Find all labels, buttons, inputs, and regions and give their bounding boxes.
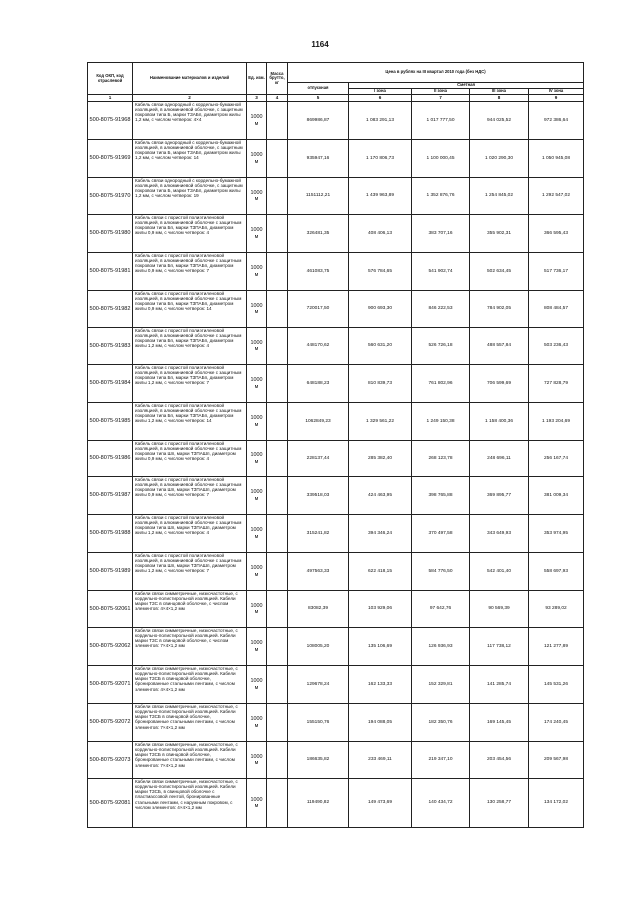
zone-4-price-cell: 1 193 204,69 [529,403,584,441]
unit-cell: 1000 м [247,291,267,328]
release-price-cell: 461083,75 [288,253,349,291]
zone-4-price-cell: 381 009,34 [529,477,584,515]
header-name: Наименование материалов и изделий [133,63,247,95]
column-number: 5 [288,95,349,102]
zone-3-price-cell: 502 634,45 [470,253,529,291]
code-cell: 500-8075-91968 [88,102,133,140]
mass-cell [267,742,288,779]
item-description: Кабель связи с пористой полиэтиленовой изоляцией, в алюминиевой оболочке с защитным покровом типа Бп, марки ТЗПАБп, диаметром жилы 1,2 мм, с числом четверок: 4 [135,328,242,349]
release-price-cell: 315241,82 [288,515,349,553]
table-row [88,591,584,628]
unit-cell: 1000 м [247,178,267,215]
item-description: Кабель связи с пористой полиэтиленовой изоляцией, в алюминиевой оболочке с защитным покровом типа Шп, марки ТЗПАШп, диаметром жилы 1,2 мм, с числом четверок: 7 [135,553,242,574]
zone-4-price-cell: 558 697,93 [529,553,584,591]
zone-1-price-cell: 149 473,69 [349,779,412,828]
table-row [88,704,584,742]
release-price-cell: 1151112,21 [288,178,349,215]
price-table [87,62,584,828]
name-cell [133,704,247,742]
zone-1-price-cell: 1 439 963,89 [349,178,412,215]
table-row [88,515,584,553]
mass-cell [267,591,288,628]
zone-3-price-cell: 343 649,93 [470,515,529,553]
zone-1-price-cell: 424 463,95 [349,477,412,515]
unit-cell: 1000 м [247,477,267,515]
item-description: Кабели связи симметричные, низкочастотные, с кордельно-полистирольной изоляцией. Кабели марки ТЗС в свинцовой оболочке, с числом элементов: 7×4×1,2 мм [135,628,238,649]
zone-4-price-cell: 353 974,95 [529,515,584,553]
item-description: Кабель связи однородный с кордельно-бумажной изоляцией, в алюминиевой оболочке, с защитным покровом типа Б, марки ТЗАБп, диаметром жилы 1,2 мм, с числом четверок: 4×4 [135,102,243,123]
zone-1-price-cell: 285 382,40 [349,441,412,477]
column-number: 3 [247,95,267,102]
unit-cell: 1000 м [247,328,267,365]
zone-2-price-cell: 584 776,50 [412,553,470,591]
name-cell [133,140,247,178]
header-zone-1: I зона [349,89,412,95]
zone-3-price-cell: 117 738,12 [470,628,529,666]
unit-cell: 1000 м [247,553,267,591]
zone-1-price-cell: 1 329 561,22 [349,403,412,441]
code-cell: 500-8075-92062 [88,628,133,666]
item-description: Кабель связи с пористой полиэтиленовой изоляцией, в алюминиевой оболочке с защитным покровом типа Бп, марки ТЗПАБп, диаметром жилы 0,9 мм, с числом четверок: 4 [135,215,242,236]
table-row [88,178,584,215]
unit-cell: 1000 м [247,515,267,553]
header-row-1 [88,63,584,83]
zone-3-price-cell: 1 158 400,36 [470,403,529,441]
page-number: 1164 [311,40,329,49]
unit-cell: 1000 м [247,591,267,628]
unit-cell: 1000 м [247,102,267,140]
unit-cell: 1000 м [247,779,267,828]
release-price-cell: 869986,87 [288,102,349,140]
mass-cell [267,779,288,828]
release-price-cell: 326481,35 [288,215,349,253]
zone-1-price-cell: 408 406,13 [349,215,412,253]
name-cell [133,628,247,666]
mass-cell [267,704,288,742]
code-cell: 500-8075-91970 [88,178,133,215]
item-description: Кабель связи с пористой полиэтиленовой изоляцией, в алюминиевой оболочке с защитным покровом типа Бп, марки ТЗПАБп, диаметром жилы 1,2 мм, с числом четверок: 14 [135,403,242,424]
name-cell [133,742,247,779]
item-description: Кабель связи с пористой полиэтиленовой изоляцией, в алюминиевой оболочке с защитным покровом типа Бп, марки ТЗПАБп, диаметром жилы 1,2 мм, с числом четверок: 7 [135,365,242,386]
column-number: 2 [133,95,247,102]
name-cell [133,365,247,403]
item-description: Кабель связи с пористой полиэтиленовой изоляцией, в алюминиевой оболочке с защитным покровом типа Шп, марки ТЗПАШп, диаметром жилы 0,9 мм, с числом четверок: 4 [135,441,242,462]
header-zone-2: II зона [412,89,470,95]
price-table-body [88,102,584,828]
zone-2-price-cell: 182 350,76 [412,704,470,742]
item-description: Кабели связи симметричные, низкочастотные, с кордельно-полистирольной изоляцией. Кабели марки ТЗСБ в свинцовой оболочке, бронированные стальными лентами, с числом элементов: 7×4×1,2 мм [135,704,238,730]
zone-1-price-cell: 810 839,73 [349,365,412,403]
release-price-cell: 129678,24 [288,666,349,704]
mass-cell [267,553,288,591]
table-row [88,628,584,666]
zone-2-price-cell: 268 123,78 [412,441,470,477]
mass-cell [267,291,288,328]
zone-2-price-cell: 846 222,53 [412,291,470,328]
zone-2-price-cell: 761 802,96 [412,365,470,403]
zone-4-price-cell: 145 531,26 [529,666,584,704]
item-description: Кабель связи с пористой полиэтиленовой изоляцией, в алюминиевой оболочке с защитным покровом типа Бп, марки ТЗПАБп, диаметром жилы 0,9 мм, с числом четверок: 7 [135,253,242,274]
header-zone-3: III зона [470,89,529,95]
zone-2-price-cell: 370 497,58 [412,515,470,553]
code-cell: 500-8075-92073 [88,742,133,779]
zone-4-price-cell: 209 567,98 [529,742,584,779]
name-cell [133,291,247,328]
zone-3-price-cell: 784 902,05 [470,291,529,328]
name-cell [133,779,247,828]
zone-4-price-cell: 808 484,57 [529,291,584,328]
table-row [88,328,584,365]
zone-1-price-cell: 1 170 806,73 [349,140,412,178]
item-description: Кабель связи с пористой полиэтиленовой изоляцией, в алюминиевой оболочке с защитным покровом типа Шп, марки ТЗПАШп, диаметром жилы 1,2 мм, с числом четверок: 4 [135,515,242,536]
zone-3-price-cell: 488 557,84 [470,328,529,365]
table-row [88,742,584,779]
mass-cell [267,253,288,291]
zone-3-price-cell: 203 454,56 [470,742,529,779]
table-row [88,140,584,178]
name-cell [133,553,247,591]
name-cell [133,515,247,553]
zone-3-price-cell: 355 902,31 [470,215,529,253]
mass-cell [267,365,288,403]
name-cell [133,253,247,291]
column-number: 9 [529,95,584,102]
zone-3-price-cell: 542 401,40 [470,553,529,591]
code-cell: 500-8075-91980 [88,215,133,253]
code-cell: 500-8075-91981 [88,253,133,291]
item-description: Кабели связи симметричные, низкочастотные, с кордельно-полистирольной изоляцией. Кабели марки ТЗСБ в свинцовой оболочке, бронированные стальными лентами, с числом элементов: 7×4×1,2 мм [135,742,238,768]
zone-4-price-cell: 972 386,64 [529,102,584,140]
release-price-cell: 155150,76 [288,704,349,742]
item-description: Кабели связи симметричные, низкочастотные, с кордельно-полистирольной изоляцией. Кабели марки ТЗС в свинцовой оболочке, с числом элементов: 4×4×1,2 мм [135,591,238,612]
release-price-cell: 228137,44 [288,441,349,477]
release-price-cell: 1062849,23 [288,403,349,441]
zone-4-price-cell: 93 289,02 [529,591,584,628]
zone-3-price-cell: 90 569,39 [470,591,529,628]
zone-1-price-cell: 135 106,69 [349,628,412,666]
table-row [88,403,584,441]
item-description: Кабель связи однородный с кордельно-бумажной изоляцией, в алюминиевой оболочке, с защитным покровом типа Б, марки ТЗАБп, диаметром жилы 1,2 мм, с числом четверок: 14 [135,140,243,161]
zone-2-price-cell: 1 352 876,76 [412,178,470,215]
zone-2-price-cell: 1 249 150,38 [412,403,470,441]
mass-cell [267,102,288,140]
zone-1-price-cell: 1 083 291,13 [349,102,412,140]
table-row [88,253,584,291]
table-row [88,666,584,704]
table-row [88,441,584,477]
mass-cell [267,515,288,553]
zone-4-price-cell: 1 292 547,02 [529,178,584,215]
unit-cell: 1000 м [247,704,267,742]
table-row [88,215,584,253]
mass-cell [267,628,288,666]
name-cell [133,102,247,140]
name-cell [133,328,247,365]
zone-3-price-cell: 706 599,69 [470,365,529,403]
mass-cell [267,403,288,441]
item-description: Кабель связи однородный с кордельно-бумажной изоляцией, в алюминиевой оболочке, с защитным покровом типа Б, марки ТЗАБп, диаметром жилы 1,2 мм, с числом четверок: 19 [135,178,243,199]
zone-2-price-cell: 219 347,10 [412,742,470,779]
unit-cell: 1000 м [247,742,267,779]
column-number: 6 [349,95,412,102]
zone-3-price-cell: 130 258,77 [470,779,529,828]
name-cell [133,477,247,515]
mass-cell [267,666,288,704]
code-cell: 500-8075-91989 [88,553,133,591]
release-price-cell: 83082,39 [288,591,349,628]
header-release: отпускная [288,83,349,95]
mass-cell [267,178,288,215]
zone-4-price-cell: 256 167,74 [529,441,584,477]
unit-cell: 1000 м [247,215,267,253]
code-cell: 500-8075-92072 [88,704,133,742]
release-price-cell: 720017,50 [288,291,349,328]
unit-cell: 1000 м [247,403,267,441]
name-cell [133,591,247,628]
zone-2-price-cell: 383 707,16 [412,215,470,253]
zone-1-price-cell: 103 929,06 [349,591,412,628]
code-cell: 500-8075-91982 [88,291,133,328]
name-cell [133,178,247,215]
zone-2-price-cell: 1 100 000,45 [412,140,470,178]
zone-2-price-cell: 140 434,72 [412,779,470,828]
table-row [88,779,584,828]
release-price-cell: 648188,23 [288,365,349,403]
item-description: Кабели связи симметричные, низкочастотные, с кордельно-полистирольной изоляцией. Кабели марки ТЗСБ, в свинцовой оболочке с пластмассовой лентой, бронированные стальными лентами, с наружным покровом, с числом элементов: 4×4×1,2 мм [135,779,238,810]
release-price-cell: 339518,03 [288,477,349,515]
code-cell: 500-8075-92061 [88,591,133,628]
item-description: Кабель связи с пористой полиэтиленовой изоляцией, в алюминиевой оболочке с защитным покровом типа Бп, марки ТЗПАБп, диаметром жилы 0,9 мм, с числом четверок: 14 [135,291,242,312]
item-description: Кабель связи с пористой полиэтиленовой изоляцией, в алюминиевой оболочке с защитным покровом типа Шп, марки ТЗПАШп, диаметром жилы 0,9 мм, с числом четверок: 7 [135,477,242,498]
header-estimate: Сметная [349,83,584,89]
zone-2-price-cell: 152 329,81 [412,666,470,704]
column-number: 7 [412,95,470,102]
unit-cell: 1000 м [247,253,267,291]
header-zone-4: IV зона [529,89,584,95]
zone-4-price-cell: 121 277,89 [529,628,584,666]
mass-cell [267,441,288,477]
item-description: Кабели связи симметричные, низкочастотные, с кордельно-полистирольной изоляцией. Кабели марки ТЗСБ в свинцовой оболочке, бронированные стальными лентами, с числом элементов: 4×4×1,2 мм [135,666,238,692]
zone-1-price-cell: 900 693,30 [349,291,412,328]
unit-cell: 1000 м [247,140,267,178]
unit-cell: 1000 м [247,628,267,666]
zone-4-price-cell: 1 050 945,08 [529,140,584,178]
header-price-group: Цена в рублях на III квартал 2010 года (без НДС) [288,63,584,83]
code-cell: 500-8075-91987 [88,477,133,515]
header-code: Код ОКП, код отраслевой [88,63,133,95]
column-number-row [88,95,584,102]
zone-2-price-cell: 398 765,88 [412,477,470,515]
zone-1-price-cell: 233 469,11 [349,742,412,779]
release-price-cell: 108005,20 [288,628,349,666]
zone-2-price-cell: 526 726,18 [412,328,470,365]
code-cell: 500-8075-91988 [88,515,133,553]
zone-1-price-cell: 622 418,15 [349,553,412,591]
zone-1-price-cell: 162 133,33 [349,666,412,704]
header-unit: Ед. изм. [247,63,267,95]
table-row [88,291,584,328]
zone-3-price-cell: 169 145,45 [470,704,529,742]
code-cell: 500-8075-92081 [88,779,133,828]
zone-1-price-cell: 194 088,05 [349,704,412,742]
zone-2-price-cell: 1 017 777,50 [412,102,470,140]
zone-3-price-cell: 248 696,11 [470,441,529,477]
unit-cell: 1000 м [247,441,267,477]
code-cell: 500-8075-91983 [88,328,133,365]
mass-cell [267,215,288,253]
column-number: 1 [88,95,133,102]
code-cell: 500-8075-91986 [88,441,133,477]
release-price-cell: 119490,82 [288,779,349,828]
release-price-cell: 448170,62 [288,328,349,365]
header-mass: Масса брутто, кг [267,63,288,95]
name-cell [133,215,247,253]
zone-4-price-cell: 174 240,45 [529,704,584,742]
code-cell: 500-8075-91985 [88,403,133,441]
unit-cell: 1000 м [247,365,267,403]
name-cell [133,403,247,441]
table-row [88,477,584,515]
zone-4-price-cell: 517 736,17 [529,253,584,291]
zone-2-price-cell: 541 902,74 [412,253,470,291]
zone-2-price-cell: 97 642,76 [412,591,470,628]
zone-3-price-cell: 369 895,77 [470,477,529,515]
zone-4-price-cell: 366 595,43 [529,215,584,253]
table-row [88,365,584,403]
zone-2-price-cell: 126 936,93 [412,628,470,666]
table-row [88,553,584,591]
zone-1-price-cell: 560 631,20 [349,328,412,365]
zone-3-price-cell: 1 254 845,02 [470,178,529,215]
zone-4-price-cell: 134 172,02 [529,779,584,828]
column-number: 4 [267,95,288,102]
zone-4-price-cell: 503 236,43 [529,328,584,365]
zone-3-price-cell: 141 285,74 [470,666,529,704]
zone-4-price-cell: 727 828,79 [529,365,584,403]
code-cell: 500-8075-91984 [88,365,133,403]
mass-cell [267,328,288,365]
name-cell [133,441,247,477]
zone-3-price-cell: 944 025,52 [470,102,529,140]
zone-1-price-cell: 394 346,24 [349,515,412,553]
mass-cell [267,477,288,515]
table-row [88,102,584,140]
code-cell: 500-8075-91969 [88,140,133,178]
unit-cell: 1000 м [247,666,267,704]
column-number: 8 [470,95,529,102]
name-cell [133,666,247,704]
zone-1-price-cell: 576 784,65 [349,253,412,291]
release-price-cell: 497563,33 [288,553,349,591]
mass-cell [267,140,288,178]
code-cell: 500-8075-92071 [88,666,133,704]
release-price-cell: 186635,82 [288,742,349,779]
release-price-cell: 935947,16 [288,140,349,178]
zone-3-price-cell: 1 020 290,30 [470,140,529,178]
